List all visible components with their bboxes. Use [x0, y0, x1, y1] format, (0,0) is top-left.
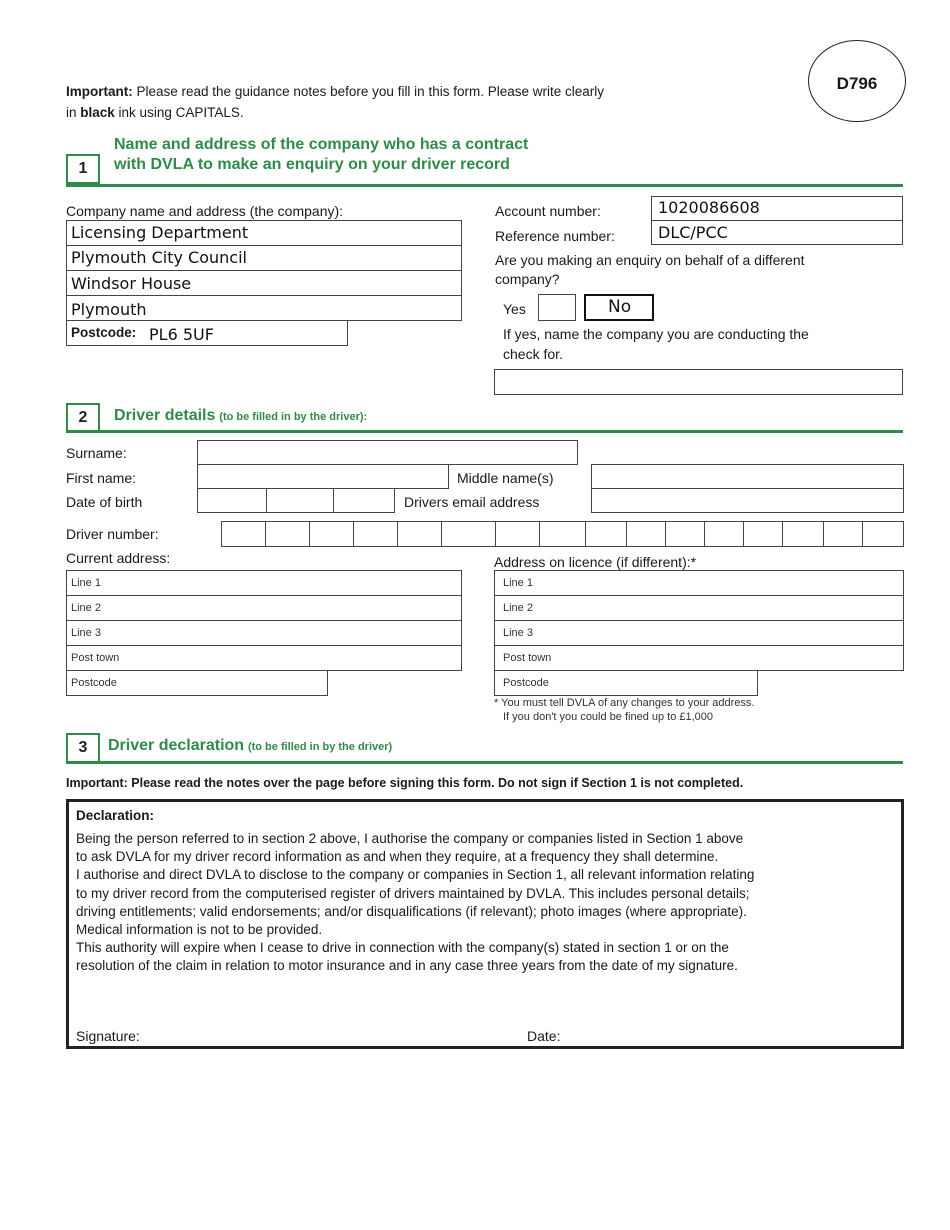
section2-title-note: (to be filled in by the driver):	[219, 411, 368, 423]
middle-name-field[interactable]	[591, 464, 904, 489]
intro-line1: Please read the guidance notes before you fill in this form. Please write clearly	[132, 84, 604, 99]
driver-number-cell[interactable]	[823, 521, 863, 547]
licence-address-posttown[interactable]	[494, 645, 904, 671]
dob-year-field[interactable]	[333, 488, 395, 513]
form-code-oval	[808, 40, 906, 122]
declaration-line: Medical information is not to be provided.	[76, 922, 323, 938]
no-checkbox[interactable]	[584, 294, 654, 321]
date-field[interactable]	[569, 1014, 889, 1044]
declaration-heading: Declaration:	[76, 808, 155, 823]
date-label: Date:	[527, 1028, 561, 1044]
row-label: Line 1	[71, 577, 101, 589]
intro-lead: Important:	[66, 84, 133, 99]
no-label: No	[608, 297, 632, 317]
driver-number-cell[interactable]	[397, 521, 442, 547]
surname-field[interactable]	[197, 440, 578, 465]
row-label: Line 2	[71, 602, 101, 614]
current-address-postcode[interactable]	[66, 670, 328, 696]
licence-address-line1[interactable]	[494, 570, 904, 596]
email-label: Drivers email address	[404, 494, 540, 510]
company-line-1[interactable]	[66, 220, 462, 246]
section2-number: 2	[66, 403, 100, 433]
section2-title	[114, 407, 367, 425]
yes-label: Yes	[503, 301, 526, 317]
company-line-2[interactable]	[66, 245, 462, 271]
intro-line2-post: ink using CAPITALS.	[114, 105, 244, 120]
driver-number-cell[interactable]	[782, 521, 824, 547]
declaration-line: to my driver record from the computerised register of drivers maintained by DVLA. This includes personal details;	[76, 885, 750, 901]
section1-rule	[66, 184, 903, 187]
reference-field[interactable]	[651, 220, 903, 245]
driver-number-cell[interactable]	[441, 521, 496, 547]
declaration-line: This authority will expire when I cease to drive in connection with the company(s) stated in section 1 or on the	[76, 940, 729, 956]
section1-title-l1: Name and address of the company who has a contract	[114, 136, 529, 153]
postcode-value: PL6 5UF	[149, 325, 214, 344]
declaration-box	[66, 799, 904, 1049]
company-label: Company name and address (the company):	[66, 203, 344, 219]
middle-name-label: Middle name(s)	[457, 470, 554, 486]
driver-number-cell[interactable]	[626, 521, 666, 547]
driver-number-cell[interactable]	[743, 521, 783, 547]
section3-important: Important: Please read the notes over the page before signing this form. Do not sign if Section 1 is not completed.	[66, 776, 744, 790]
row-label: Line 2	[503, 602, 533, 614]
driver-number-cell[interactable]	[353, 521, 398, 547]
account-field[interactable]	[651, 196, 903, 221]
licence-address-line2[interactable]	[494, 595, 904, 621]
reference-label: Reference number:	[495, 228, 615, 244]
company-line-3[interactable]	[66, 270, 462, 296]
company-line-3-value: Windsor House	[71, 274, 192, 293]
postcode-label: Postcode:	[71, 325, 137, 340]
section2-rule	[66, 430, 903, 433]
section1-number: 1	[66, 154, 100, 184]
dob-label: Date of birth	[66, 494, 143, 510]
section3-number: 3	[66, 733, 100, 763]
declaration-line: to ask DVLA for my driver record information as and when they require, at a frequency they shall determine.	[76, 849, 719, 865]
ifyes-l1: If yes, name the company you are conducting the	[503, 326, 809, 342]
footnote-l1: * You must tell DVLA of any changes to your address.	[494, 697, 755, 709]
company-line-1-value: Licensing Department	[71, 223, 249, 242]
other-company-field[interactable]	[494, 369, 903, 395]
surname-label: Surname:	[66, 445, 127, 461]
intro-text	[66, 84, 604, 99]
driver-number-field[interactable]	[221, 521, 904, 547]
licence-address-line3[interactable]	[494, 620, 904, 646]
ifyes-l2: check for.	[503, 346, 563, 362]
section3-title-note: (to be filled in by the driver)	[247, 741, 393, 753]
dob-month-field[interactable]	[266, 488, 334, 513]
intro-text-2	[66, 105, 244, 120]
driver-number-cell[interactable]	[309, 521, 354, 547]
section3-title-text: Driver declaration	[108, 737, 245, 754]
account-label: Account number:	[495, 203, 601, 219]
postcode-field[interactable]	[66, 320, 348, 346]
behalf-question-l1: Are you making an enquiry on behalf of a different	[495, 252, 805, 268]
signature-field[interactable]	[149, 1014, 509, 1044]
first-name-field[interactable]	[197, 464, 449, 489]
section3-title	[108, 737, 392, 755]
row-label: Line 3	[503, 627, 533, 639]
email-field[interactable]	[591, 488, 904, 513]
driver-number-cell[interactable]	[221, 521, 266, 547]
declaration-line: driving entitlements; valid endorsements; and/or disqualifications (if relevant); photo images (where appropriate).	[76, 903, 747, 919]
declaration-line: Being the person referred to in section 2 above, I authorise the company or companies listed in Section 1 above	[76, 831, 744, 846]
driver-number-cell[interactable]	[862, 521, 904, 547]
company-line-2-value: Plymouth City Council	[71, 248, 247, 267]
account-value: 1020086608	[658, 198, 760, 217]
row-label: Postcode	[503, 677, 549, 689]
current-address-label: Current address:	[66, 550, 171, 566]
current-address-posttown[interactable]	[66, 645, 462, 671]
form-code: D796	[836, 74, 878, 93]
signature-label: Signature:	[76, 1028, 140, 1044]
current-address-line2[interactable]	[66, 595, 462, 621]
current-address-line1[interactable]	[66, 570, 462, 596]
row-label: Line 3	[71, 627, 101, 639]
yes-checkbox[interactable]	[538, 294, 576, 321]
declaration-line: resolution of the claim in relation to motor insurance and in any case three years from the date of my signature.	[76, 958, 738, 974]
dob-day-field[interactable]	[197, 488, 267, 513]
driver-number-label: Driver number:	[66, 526, 159, 542]
declaration-body	[76, 830, 754, 976]
section3-rule	[66, 761, 903, 764]
driver-number-cell[interactable]	[665, 521, 705, 547]
driver-number-cell[interactable]	[495, 521, 540, 547]
row-label: Post town	[71, 652, 120, 664]
section2-title-text: Driver details	[114, 407, 216, 424]
driver-number-cell[interactable]	[704, 521, 744, 547]
current-address-line3[interactable]	[66, 620, 462, 646]
company-line-4[interactable]	[66, 295, 462, 321]
row-label: Post town	[503, 652, 552, 664]
row-label: Line 1	[503, 577, 533, 589]
reference-value: DLC/PCC	[658, 223, 728, 242]
licence-address-label: Address on licence (if different):*	[494, 554, 697, 570]
behalf-question-l2: company?	[495, 271, 560, 287]
footnote-l2: If you don't you could be fined up to £1,000	[503, 711, 714, 723]
company-line-4-value: Plymouth	[71, 300, 147, 319]
licence-address-postcode[interactable]	[494, 670, 758, 696]
driver-number-cell[interactable]	[585, 521, 627, 547]
driver-number-cell[interactable]	[539, 521, 586, 547]
intro-line2-bold: black	[80, 105, 115, 120]
section1-title-l2: with DVLA to make an enquiry on your driver record	[114, 156, 510, 173]
row-label: Postcode	[71, 677, 117, 689]
driver-number-cell[interactable]	[265, 521, 310, 547]
first-name-label: First name:	[66, 470, 137, 486]
declaration-line: I authorise and direct DVLA to disclose to the company or companies in Section 1, all relevant information relating	[76, 867, 755, 883]
intro-line2-pre: in	[66, 105, 81, 120]
